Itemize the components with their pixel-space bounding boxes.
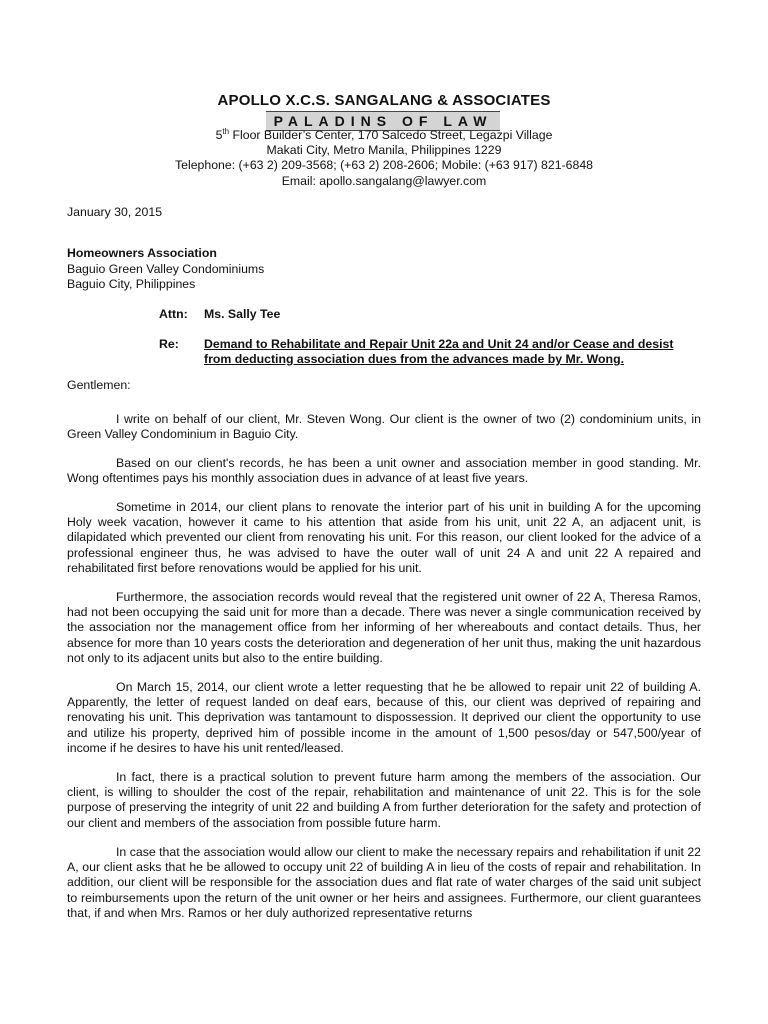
body-paragraph-3: Sometime in 2014, our client plans to renovate the interior part of his unit in building A for the upcoming Holy week vacation, however it came to his attention that aside from his unit, unit 22 A, an adjacent unit, is dilapidated which prevented our client from renovating his unit. For this reason, our client looked for the advice of a professional engineer thus, he was advised to have the outer wall of unit 24 A and unit 22 A repaired and rehabilitated first before renovations would be applied for his unit. — [67, 500, 701, 575]
address-floor-number: 5 — [215, 128, 223, 142]
firm-name: APOLLO X.C.S. SANGALANG & ASSOCIATES — [217, 92, 551, 109]
recipient-line-2: Baguio Green Valley Condominiums — [67, 262, 265, 276]
body-paragraph-5: On March 15, 2014, our client wrote a letter requesting that he be allowed to repair unit 22 of building A. Apparently, the letter of request landed on deaf ears, because of this, our client was deprived of repairing and renovating his unit. This deprivation was tantamount to dispossession. It deprived our client the opportunity to use and utilize his property, deprived him of possible income in the amount of 1,500 pesos/day or 547,500/year of income if he desires to have his unit rented/leased. — [67, 680, 701, 755]
salutation: Gentlemen: — [67, 378, 131, 392]
re-subject-text: Demand to Rehabilitate and Repair Unit 22a and Unit 24 and/or Cease and desist from deducting association dues from the advances made by Mr. Wong. — [204, 337, 674, 366]
re-label: Re: — [159, 337, 179, 351]
body-paragraph-6: In fact, there is a practical solution to prevent future harm among the members of the association. Our client, is willing to shoulder the cost of the repair, rehabilitation and maintenance of unit 22. This is for the sole purpose of preserving the integrity of unit 22 and building A from further deterioration for the safety and protection of our client and members of the association from possible future harm. — [67, 770, 701, 830]
re-subject — [204, 337, 702, 367]
phone-line: Telephone: (+63 2) 209-3568; (+63 2) 208-2606; Mobile: (+63 917) 821-6848 — [174, 158, 594, 172]
address-line-1-rest: Floor Builder’s Center, 170 Salcedo Street, Legazpi Village — [229, 128, 553, 142]
body-paragraph-7: In case that the association would allow our client to make the necessary repairs and rehabilitation if unit 22 A, our client asks that he be allowed to occupy unit 22 of building A in lieu of the costs of repair and rehabilitation. In addition, our client will be responsible for the association dues and flat rate of water charges of the said unit subject to reimbursements upon the return of the unit owner or her heirs and assignees. Furthermore, our client guarantees that, if and when Mrs. Ramos or her duly authorized representative returns — [67, 845, 701, 920]
letter-date: January 30, 2015 — [67, 205, 163, 219]
body-paragraph-2: Based on our client's records, he has been a unit owner and association member in good standing. Mr. Wong oftentimes pays his monthly association dues in advance of at least five years. — [67, 456, 701, 486]
address-line-1 — [0, 128, 768, 142]
recipient-line-3: Baguio City, Philippines — [67, 277, 196, 291]
body-paragraph-4: Furthermore, the association records would reveal that the registered unit owner of 22 A, Theresa Ramos, had not been occupying the said unit for more than a decade. There was never a single communication received by the association nor the management office from her informing of her whereabouts and contact details. Thus, her absence for more than 10 years costs the deterioration and degeneration of her unit thus, making the unit hazardous not only to its adjacent units but also to the entire building. — [67, 590, 701, 665]
address-line-2: Makati City, Metro Manila, Philippines 1229 — [266, 143, 502, 157]
firm-tagline: PALADINS OF LAW — [266, 111, 500, 131]
email-line: Email: apollo.sangalang@lawyer.com — [281, 174, 487, 188]
attn-label: Attn: — [159, 307, 188, 321]
attn-value: Ms. Sally Tee — [204, 307, 281, 321]
body-paragraph-1: I write on behalf of our client, Mr. Steven Wong. Our client is the owner of two (2) condominium units, in Green Valley Condominium in Baguio City. — [67, 412, 701, 442]
address-floor-suffix: th — [222, 126, 230, 136]
recipient-name: Homeowners Association — [67, 246, 217, 260]
